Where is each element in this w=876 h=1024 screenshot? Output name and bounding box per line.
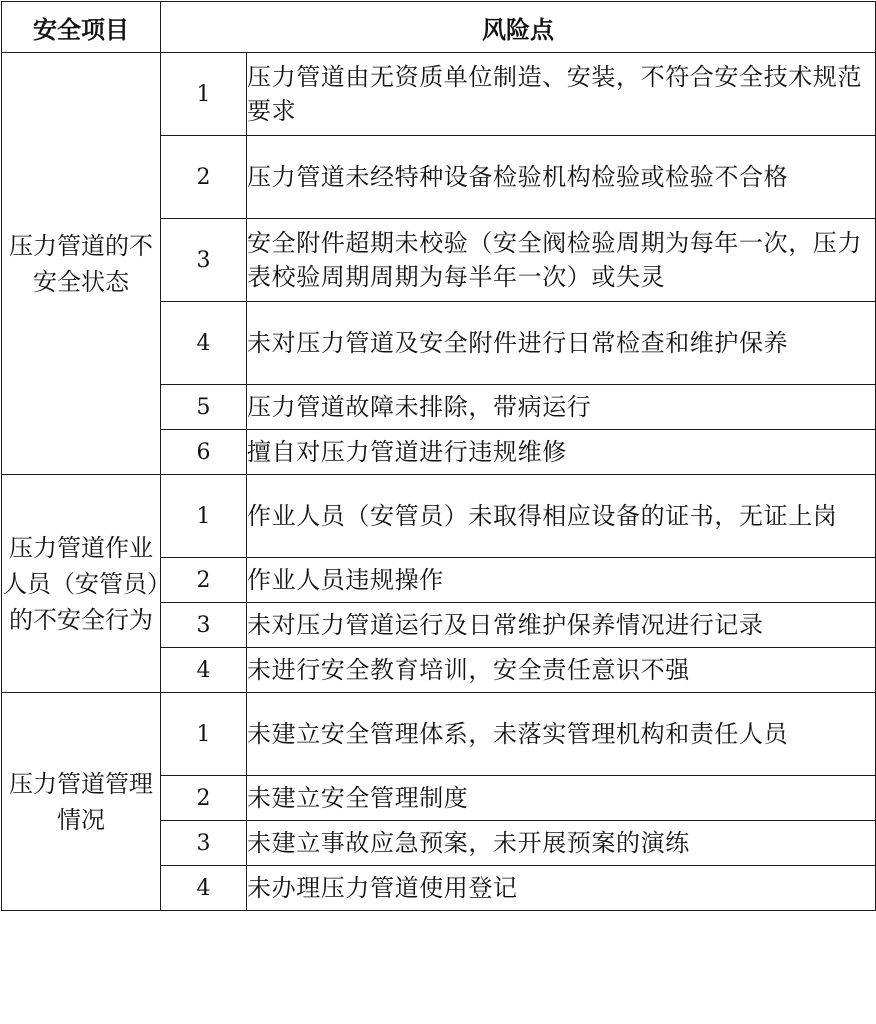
row-number: 2 — [161, 776, 247, 821]
row-number: 3 — [161, 603, 247, 648]
header-risk-point: 风险点 — [161, 2, 876, 53]
risk-text: 未建立事故应急预案，未开展预案的演练 — [247, 821, 876, 866]
row-number: 5 — [161, 385, 247, 430]
risk-table — [1, 1, 876, 911]
risk-text: 未建立安全管理制度 — [247, 776, 876, 821]
table-row — [2, 53, 876, 136]
row-number: 3 — [161, 821, 247, 866]
risk-text: 压力管道故障未排除，带病运行 — [247, 385, 876, 430]
risk-text: 压力管道由无资质单位制造、安装，不符合安全技术规范要求 — [247, 53, 876, 136]
row-number: 4 — [161, 866, 247, 911]
risk-text: 未办理压力管道使用登记 — [247, 866, 876, 911]
risk-text: 安全附件超期未校验（安全阀检验周期为每年一次，压力表校验周期周期为每半年一次）或失灵 — [247, 219, 876, 302]
row-number: 4 — [161, 302, 247, 385]
row-number: 2 — [161, 558, 247, 603]
risk-text: 作业人员违规操作 — [247, 558, 876, 603]
table-row — [2, 475, 876, 558]
row-number: 4 — [161, 648, 247, 693]
row-number: 3 — [161, 219, 247, 302]
risk-text: 未对压力管道运行及日常维护保养情况进行记录 — [247, 603, 876, 648]
table-row — [2, 693, 876, 776]
risk-text: 压力管道未经特种设备检验机构检验或检验不合格 — [247, 136, 876, 219]
row-number: 1 — [161, 693, 247, 776]
section-name: 压力管道的不安全状态 — [2, 53, 161, 475]
section-name: 压力管道管理情况 — [2, 693, 161, 911]
risk-text: 作业人员（安管员）未取得相应设备的证书，无证上岗 — [247, 475, 876, 558]
row-number: 1 — [161, 475, 247, 558]
risk-text: 未建立安全管理体系，未落实管理机构和责任人员 — [247, 693, 876, 776]
header-safety-item: 安全项目 — [2, 2, 161, 53]
table-header-row — [2, 2, 876, 53]
row-number: 6 — [161, 430, 247, 475]
risk-text: 未对压力管道及安全附件进行日常检查和维护保养 — [247, 302, 876, 385]
row-number: 2 — [161, 136, 247, 219]
row-number: 1 — [161, 53, 247, 136]
section-name: 压力管道作业人员（安管员）的不安全行为 — [2, 475, 161, 693]
risk-text: 擅自对压力管道进行违规维修 — [247, 430, 876, 475]
risk-text: 未进行安全教育培训，安全责任意识不强 — [247, 648, 876, 693]
